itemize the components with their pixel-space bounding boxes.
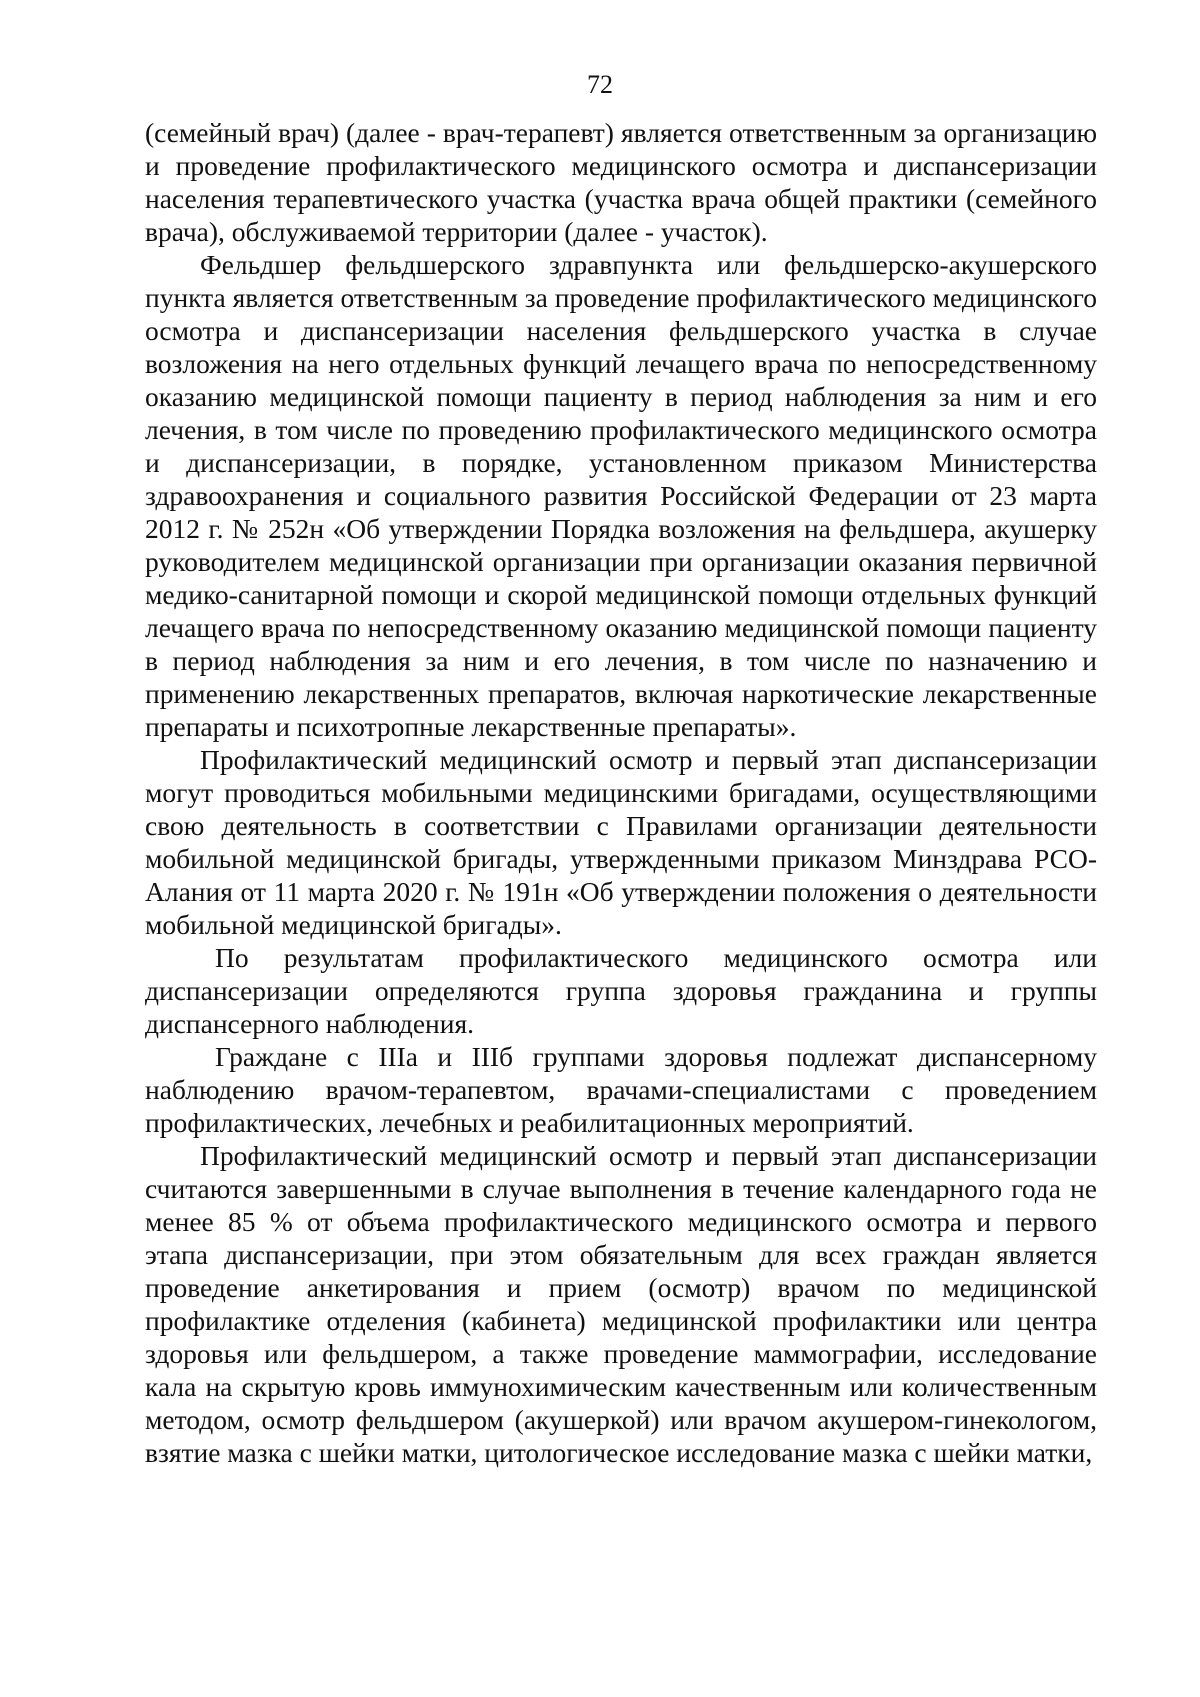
paragraph-mobile-brigades: Профилактический медицинский осмотр и первый этап диспансеризации могут проводиться мобильными медицинскими бригадами, осуществляющими свою деятельность в соответствии с Правилами организации деятельности мобильной медицинской бригады, утвержденными приказом Минздрава РСО-Алания от 11 марта 2020 г. № 191н «Об утверждении положения о деятельности мобильной медицинской бригады». [145,744,1097,940]
paragraph-health-groups: Граждане с IIIа и IIIб группами здоровья подлежат диспансерному наблюдению врачом-терапевтом, врачами-специалистами с проведением профилактических, лечебных и реабилитационных мероприятий. [145,1041,1097,1138]
paragraph-results: По результатам профилактического медицинского осмотра или диспансеризации определяются группа здоровья гражданина и группы диспансерного наблюдения. [145,942,1097,1039]
paragraph-continuation: (семейный врач) (далее - врач-терапевт) является ответственным за организацию и проведение профилактического медицинского осмотра и диспансеризации населения терапевтического участка (участка врача общей практики (семейного врача), обслуживаемой территории (далее - участок). [145,117,1097,247]
paragraph-feldsher: Фельдшер фельдшерского здравпункта или фельдшерско-акушерского пункта является ответственным за проведение профилактического медицинского осмотра и диспансеризации населения фельдшерского участка в случае возложения на него отдельных функций лечащего врача по непосредственному оказанию медицинской помощи пациенту в период наблюдения за ним и его лечения, в том числе по проведению профилактического медицинского осмотра и диспансеризации, в порядке, установленном приказом Министерства здравоохранения и социального развития Российской Федерации от 23 марта 2012 г. № 252н «Об утверждении Порядка возложения на фельдшера, акушерку руководителем медицинской организации при организации оказания первичной медико-санитарной помощи и скорой медицинской помощи отдельных функций лечащего врача по непосредственному оказанию медицинской помощи пациенту в период наблюдения за ним и его лечения, в том числе по назначению и применению лекарственных препаратов, включая наркотические лекарственные препараты и психотропные лекарственные препараты». [145,249,1097,742]
page-number: 72 [587,70,613,99]
document-body [145,116,1097,1469]
paragraph-completion: Профилактический медицинский осмотр и первый этап диспансеризации считаются завершенными в случае выполнения в течение календарного года не менее 85 % от объема профилактического медицинского осмотра и первого этапа диспансеризации, при этом обязательным для всех граждан является проведение анкетирования и прием (осмотр) врачом по медицинской профилактике отделения (кабинета) медицинской профилактики или центра здоровья или фельдшером, а также проведение маммографии, исследование кала на скрытую кровь иммунохимическим качественным или количественным методом, осмотр фельдшером (акушеркой) или врачом акушером-гинекологом, взятие мазка с шейки матки, цитологическое исследование мазка с шейки матки, [145,1140,1097,1468]
